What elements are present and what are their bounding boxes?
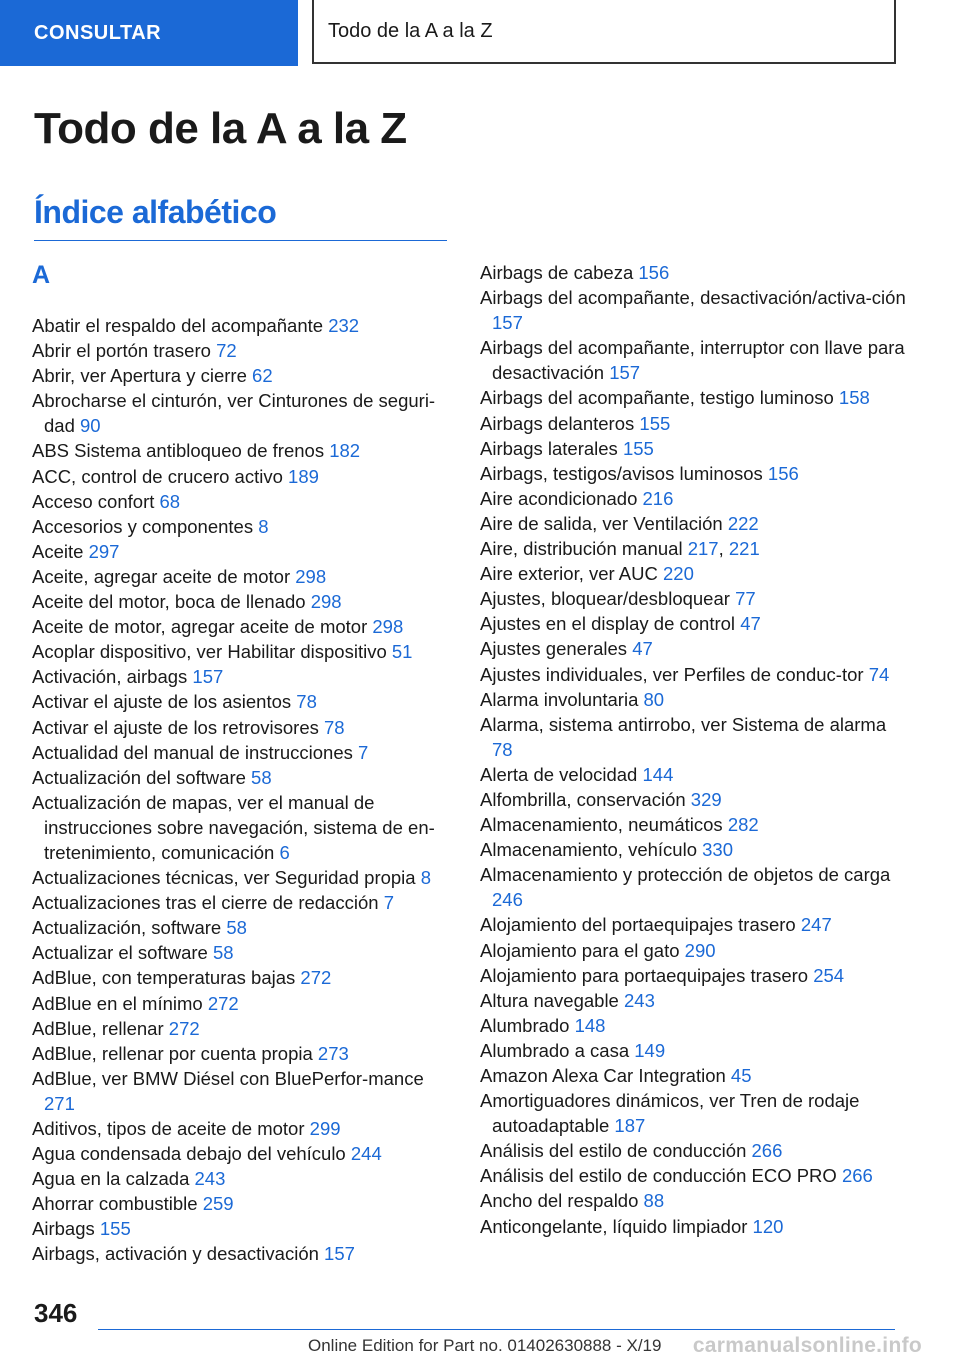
index-entry [32,965,450,990]
page-reference-link[interactable]: 8 [258,515,269,537]
page-reference-link[interactable]: 243 [194,1168,226,1190]
page-reference-link[interactable]: 7 [358,741,369,763]
index-entry [32,715,450,740]
index-entry-text: Airbags laterales [480,437,618,459]
index-entry-text: Abrocharse el cinturón, ver Cinturones de seguri-dad [32,390,436,437]
index-entry-text: Aditivos, tipos de aceite de motor [32,1118,305,1139]
index-entry [32,639,450,664]
index-entry [32,438,450,463]
index-entry [480,1063,910,1088]
page-reference-link[interactable]: 8 [420,867,432,889]
index-entry-text: Alojamiento para el gato [480,939,680,961]
index-entry-text: Actualizaciones tras el cierre de redacción [32,892,379,914]
index-entry [480,335,910,385]
index-entry-text: Ajustes generales [480,638,628,660]
page-reference-link[interactable]: 58 [212,942,234,964]
page-reference-link[interactable]: 329 [690,788,722,810]
page-reference-link[interactable]: 298 [295,565,327,587]
index-entry-text: Aire exterior, ver AUC [480,563,658,585]
index-entry-text: AdBlue, rellenar [32,1017,164,1039]
index-entry-text: Ajustes, bloquear/desbloquear [480,588,730,610]
page-number: 346 [34,1298,78,1328]
index-entry-text: Almacenamiento y protección de objetos de carga [480,864,891,886]
index-entry [32,991,450,1016]
index-entry-text: Ahorrar combustible [32,1193,198,1215]
index-entry [480,586,910,611]
page-reference-link[interactable]: 187 [614,1115,646,1137]
page-reference-link[interactable]: 51 [391,641,413,663]
page-reference-link[interactable]: 155 [99,1218,131,1240]
index-entry [32,1241,450,1266]
page-reference-link[interactable]: 221 [728,538,760,560]
index-entry [32,539,450,564]
index-entry-text: Ancho del respaldo [480,1190,639,1212]
index-entry [32,1066,450,1116]
index-entry-text: Aire, distribución manual [480,538,683,560]
index-entry-text: Abatir el respaldo del acompañante [32,315,324,336]
index-entry [32,363,450,388]
page-reference-link[interactable]: 330 [702,839,733,861]
index-entry-text: Abrir, ver Apertura y cierre [32,365,247,387]
index-entry-text: Análisis del estilo de conducción [480,1140,747,1162]
page-reference-link[interactable]: 157 [492,312,523,334]
index-entry-text: Activar el ajuste de los asientos [32,691,292,713]
chapter-tab-label: Todo de la A a la Z [328,19,493,42]
index-entry-text: Actualización, software [32,917,222,939]
index-entry [32,1166,450,1191]
page-reference-link[interactable]: 58 [226,917,247,939]
index-entry [480,1038,910,1063]
index-entry-text: Alarma involuntaria [480,688,639,710]
index-entry [32,1041,450,1066]
index-entry-text: ACC, control de crucero activo [32,465,283,487]
page-reference-link[interactable]: 6 [279,841,290,863]
page-reference-link[interactable]: 217 [687,538,719,560]
page-reference-link[interactable]: 88 [643,1190,665,1212]
index-entry [480,1163,910,1188]
index-entry-text: Actualización de mapas, ver el manual de instrucciones sobre navegación, sistema de en-tretenimiento, comunicación [32,791,435,863]
index-entry-text: AdBlue, con temperaturas bajas [32,967,296,989]
index-entry [32,790,450,865]
index-entry [32,689,450,714]
index-entry [32,1116,450,1141]
index-entry [480,1214,910,1239]
footer-divider [98,1329,895,1330]
page-reference-link[interactable]: 182 [329,440,361,462]
index-entry [480,436,910,461]
page-reference-link[interactable]: 157 [192,666,224,688]
index-entry [480,1188,910,1213]
index-entry-text: Airbags, testigos/avisos luminosos [480,462,763,484]
index-entry [32,865,450,890]
index-entry [480,611,910,636]
index-entry-text: Aceite del motor, boca de llenado [32,591,306,613]
index-entry-text: Abrir el portón trasero [32,340,211,362]
index-entry-text: Aire acondicionado [480,487,638,509]
index-entry [480,787,910,812]
index-entry-text: Altura navegable [480,989,619,1011]
page-reference-link[interactable]: 247 [800,914,832,936]
index-entry [480,260,910,285]
index-entry [480,511,910,536]
page-reference-link[interactable]: 232 [328,315,360,336]
index-column-right [480,260,910,1239]
page-reference-link[interactable]: 220 [663,563,694,585]
index-entry [32,338,450,363]
page-reference-link[interactable]: 68 [159,490,181,512]
page-reference-link[interactable]: 47 [740,613,761,635]
page-reference-link[interactable]: 62 [252,365,273,387]
page-reference-link[interactable]: 243 [624,989,655,1011]
index-entry-text: Alumbrado a casa [480,1039,630,1061]
index-entry-text: Anticongelante, líquido limpiador [480,1215,748,1237]
index-entry [480,687,910,712]
index-entry [32,890,450,915]
index-entry [32,464,450,489]
page-reference-link[interactable]: 272 [168,1017,200,1039]
index-entry [480,963,910,988]
index-entry [480,762,910,787]
page-reference-link[interactable]: 282 [727,814,759,836]
watermark-text: carmanualsonline.info [692,1334,922,1357]
index-entry [480,1013,910,1038]
index-entry [480,486,910,511]
section-tab[interactable] [0,0,298,66]
page-reference-link[interactable]: 157 [324,1243,355,1265]
page-reference-link[interactable]: 157 [609,362,641,384]
page-reference-link[interactable]: 77 [735,588,756,610]
index-list-right [480,260,910,1239]
index-entry-text: Airbags, activación y desactivación [32,1243,319,1265]
index-column-left [32,258,450,1267]
index-entry [480,812,910,837]
index-entry [480,988,910,1013]
index-entry-text: Alojamiento para portaequipajes trasero [480,964,809,986]
index-entry-text: Actualidad del manual de instrucciones [32,741,353,763]
edition-note: Online Edition for Part no. 01402630888 - X/19 [308,1336,662,1355]
index-entry [32,313,450,338]
page-reference-link[interactable]: 78 [296,691,317,713]
index-entry-text: Aceite de motor, agregar aceite de motor [32,616,368,638]
index-entry [480,662,910,687]
index-entry-text: Ajustes en el display de control [480,613,736,635]
page-reference-link[interactable]: 144 [642,763,674,785]
index-entry-text: Acoplar dispositivo, ver Habilitar dispositivo [32,641,387,663]
index-entry-text: AdBlue, ver BMW Diésel con BluePerfor-mance [32,1067,424,1089]
index-entry [480,1138,910,1163]
chapter-tab[interactable] [312,0,896,64]
index-entry [480,411,910,436]
page-reference-link[interactable]: 47 [632,638,653,660]
index-entry-text: ABS Sistema antibloqueo de frenos [32,440,325,462]
page-reference-link[interactable]: 271 [44,1092,75,1114]
index-entry [32,740,450,765]
index-entry [480,837,910,862]
page-reference-link[interactable]: 7 [383,892,394,914]
page-reference-link[interactable]: 72 [216,340,237,362]
index-entry-text: Actualización del software [32,766,246,788]
index-entry-text: Agua en la calzada [32,1168,190,1190]
index-list-left [32,313,450,1267]
index-entry-text: Actualizar el software [32,942,208,964]
index-entry-text: Ajustes individuales, ver Perfiles de conduc-tor [480,663,864,685]
index-entry-text: Accesorios y componentes [32,515,254,537]
index-entry [32,1141,450,1166]
page-reference-link[interactable]: 156 [638,262,670,283]
index-entry [32,614,450,639]
index-entry-text: Alarma, sistema antirrobo, ver Sistema de alarma [480,713,887,735]
section-tab-label: CONSULTAR [34,21,162,44]
page-reference-link[interactable]: 120 [752,1215,784,1237]
index-entry [480,285,910,335]
page-reference-link[interactable]: 246 [492,889,523,911]
index-entry-text: Airbags del acompañante, interruptor con llave para desactivación [480,337,905,384]
index-entry-text: Airbags de cabeza [480,262,634,283]
index-entry-text: Aceite [32,540,84,562]
index-entry-text: Aire de salida, ver Ventilación [480,512,723,534]
section-divider [34,240,447,241]
index-entry-text: Alojamiento del portaequipajes trasero [480,914,796,936]
page-reference-link[interactable]: 80 [643,688,665,710]
index-entry-text: Alerta de velocidad [480,763,638,785]
index-entry-text: AdBlue en el mínimo [32,992,203,1014]
page-reference-link[interactable]: 272 [300,967,332,989]
page-reference-link[interactable]: 90 [80,415,101,437]
page-reference-link[interactable]: 149 [634,1039,666,1061]
index-entry-text: Almacenamiento, neumáticos [480,814,723,836]
index-entry-text: Airbags delanteros [480,412,635,434]
index-entry-text: Amortiguadores dinámicos, ver Tren de rodaje autoadaptable [480,1090,860,1137]
index-entry [32,1191,450,1216]
index-entry-text: Agua condensada debajo del vehículo [32,1143,346,1165]
index-entry [32,1216,450,1241]
index-entry [480,938,910,963]
page-reference-link[interactable]: 259 [202,1193,234,1215]
index-letter-heading: A [32,261,51,289]
index-entry [480,712,910,762]
index-entry [480,636,910,661]
index-entry-text: Activar el ajuste de los retrovisores [32,716,319,738]
index-entry-text: Airbags del acompañante, desactivación/activa-ción [480,287,906,309]
index-entry [32,1016,450,1041]
index-entry [480,461,910,486]
page-reference-link[interactable]: 155 [622,437,654,459]
index-entry [480,1088,910,1138]
index-entry [480,561,910,586]
page-reference-link[interactable]: 58 [251,766,272,788]
index-entry-text: Almacenamiento, vehículo [480,839,697,861]
index-entry [32,664,450,689]
page-reference-link[interactable]: 216 [642,487,674,509]
index-entry-text: AdBlue, rellenar por cuenta propia [32,1042,313,1064]
page-reference-link[interactable]: 156 [767,462,799,484]
page-reference-link[interactable]: 273 [317,1042,349,1064]
index-entry [32,940,450,965]
page-reference-link[interactable]: 244 [350,1143,382,1165]
page-reference-link[interactable]: 222 [727,512,759,534]
index-entry-text: Amazon Alexa Car Integration [480,1065,726,1086]
index-entry [32,564,450,589]
index-entry [32,514,450,539]
index-entry [480,912,910,937]
page-reference-link[interactable]: 290 [684,939,716,961]
page-reference-link[interactable]: 297 [88,540,120,562]
index-entry [32,388,450,438]
index-entry-text: Activación, airbags [32,666,188,688]
page-reference-link[interactable]: 298 [310,591,342,613]
index-entry-text: Análisis del estilo de conducción ECO PRO [480,1165,837,1187]
page-reference-link[interactable]: 299 [309,1118,341,1139]
page-reference-link[interactable]: 266 [751,1140,783,1162]
page-reference-link[interactable]: 272 [207,992,239,1014]
index-entry [32,489,450,514]
page-reference-link[interactable]: 155 [639,412,671,434]
index-entry [32,765,450,790]
page-reference-link[interactable]: 158 [838,387,870,409]
index-entry-text: Alfombrilla, conservación [480,788,686,810]
page-reference-link[interactable]: 74 [868,663,890,685]
page-title: Todo de la A a la Z [34,104,407,153]
index-entry-text: Alumbrado [480,1014,570,1036]
page-reference-link[interactable]: 189 [288,465,319,487]
page-reference-link[interactable]: 254 [813,964,845,986]
index-entry-text: Airbags del acompañante, testigo luminoso [480,387,834,409]
page-reference-link[interactable]: 78 [492,738,513,760]
page-reference-link[interactable]: 298 [372,616,404,638]
index-entry [480,862,910,912]
index-entry-text: Acceso confort [32,490,155,512]
page-reference-link[interactable]: 78 [324,716,345,738]
index-entry-text: Actualizaciones técnicas, ver Seguridad propia [32,867,416,889]
index-entry [480,385,910,410]
index-entry-text: Aceite, agregar aceite de motor [32,565,291,587]
index-entry-text: Airbags [32,1218,95,1240]
page-reference-link[interactable]: 45 [730,1065,752,1086]
section-title: Índice alfabético [34,194,277,230]
index-entry [32,915,450,940]
page-reference-link[interactable]: 148 [574,1014,606,1036]
index-entry: Aire, distribución manual 217, 221 [480,538,760,560]
page-reference-link[interactable]: 266 [841,1165,873,1187]
index-entry [32,589,450,614]
